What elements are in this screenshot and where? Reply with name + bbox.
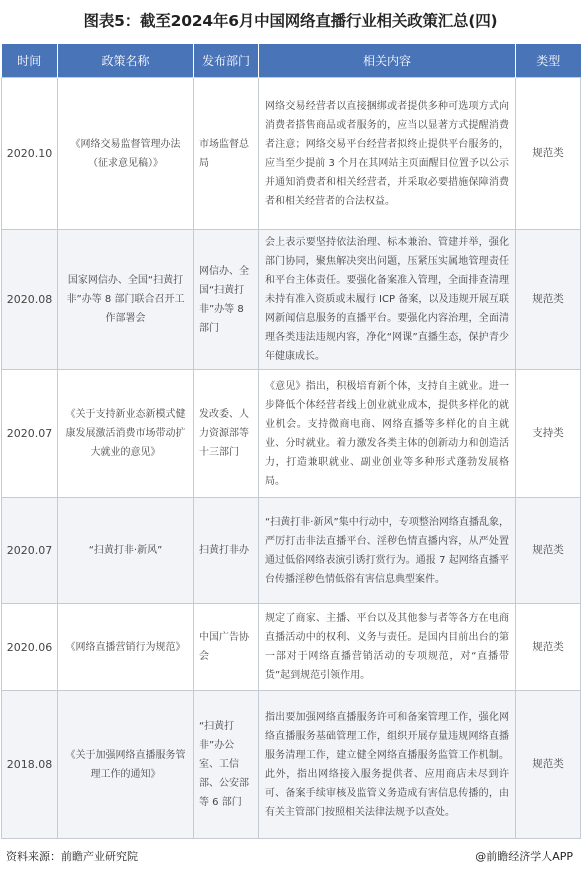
cell-time: 2020.07 bbox=[2, 498, 58, 604]
column-header-department: 发布部门 bbox=[194, 44, 259, 78]
table-row bbox=[2, 498, 581, 604]
cell-type: 规范类 bbox=[516, 78, 581, 230]
cell-department: “扫黄打非”办公室、工信部、公安部等 6 部门 bbox=[194, 691, 259, 839]
column-header-type: 类型 bbox=[516, 44, 581, 78]
cell-department: 扫黄打非办 bbox=[194, 498, 259, 604]
cell-time: 2020.06 bbox=[2, 604, 58, 691]
cell-policy-name: 《网络直播营销行为规范》 bbox=[58, 604, 194, 691]
cell-policy-name: 《网络交易监督管理办法（征求意见稿）》 bbox=[58, 78, 194, 230]
cell-type: 规范类 bbox=[516, 498, 581, 604]
credit-note: @前瞻经济学人APP bbox=[475, 850, 573, 863]
cell-type: 支持类 bbox=[516, 370, 581, 498]
table-header-row bbox=[2, 44, 581, 78]
table-row bbox=[2, 604, 581, 691]
cell-department: 市场监督总局 bbox=[194, 78, 259, 230]
column-header-policy-name: 政策名称 bbox=[58, 44, 194, 78]
table-row bbox=[2, 370, 581, 498]
cell-time: 2018.08 bbox=[2, 691, 58, 839]
cell-department: 发改委、人力资源部等十三部门 bbox=[194, 370, 259, 498]
table-row bbox=[2, 78, 581, 230]
cell-time: 2020.08 bbox=[2, 230, 58, 370]
cell-time: 2020.07 bbox=[2, 370, 58, 498]
cell-type: 规范类 bbox=[516, 604, 581, 691]
column-header-time: 时间 bbox=[2, 44, 58, 78]
cell-content: 规定了商家、主播、平台以及其他参与者等各方在电商直播活动中的权利、义务与责任。是国内目前出台的第一部对于网络直播营销活动的专项规范，对“直播带货”起到规范引领作用。 bbox=[259, 604, 516, 691]
source-note: 资料来源：前瞻产业研究院 bbox=[6, 850, 138, 863]
chart-title: 图表5：截至2024年6月中国网络直播行业相关政策汇总(四) bbox=[83, 12, 498, 30]
cell-content: 指出要加强网络直播服务许可和备案管理工作，强化网络直播服务基础管理工作，组织开展存量违规网络直播服务清理工作，建立健全网络直播服务监管工作机制。此外，指出网络接入服务提供者、应用商店未尽到许可、备案手续审核及监管义务造成有害信息传播的，由有关主管部门按照相关法律法规予以查处。 bbox=[259, 691, 516, 839]
cell-content: “扫黄打非·新风”集中行动中，专项整治网络直播乱象，严厉打击非法直播平台、淫秽色情直播内容，从严处置通过低俗网络表演引诱打赏行为。通报 7 起网络直播平台传播淫秽色情低俗有害信息典型案件。 bbox=[259, 498, 516, 604]
cell-policy-name: “扫黄打非·新风” bbox=[58, 498, 194, 604]
table-row bbox=[2, 230, 581, 370]
cell-department: 网信办、全国“扫黄打非”办等 8 部门 bbox=[194, 230, 259, 370]
cell-type: 规范类 bbox=[516, 691, 581, 839]
cell-policy-name: 《关于支持新业态新模式健康发展激活消费市场带动扩大就业的意见》 bbox=[58, 370, 194, 498]
cell-policy-name: 国家网信办、全国“扫黄打非”办等 8 部门联合召开工作部署会 bbox=[58, 230, 194, 370]
cell-content: 《意见》指出，积极培育新个体，支持自主就业。进一步降低个体经营者线上创业就业成本，提供多样化的就业机会。支持微商电商、网络直播等多样化的自主就业、分时就业。着力激发各类主体的创新动力和创造活力，打造兼职就业、副业创业等多种形式蓬勃发展格局。 bbox=[259, 370, 516, 498]
table-row bbox=[2, 691, 581, 839]
cell-department: 中国广告协会 bbox=[194, 604, 259, 691]
cell-time: 2020.10 bbox=[2, 78, 58, 230]
cell-content: 会上表示要坚持依法治理、标本兼治、管建并举，强化部门协同，聚焦解决突出问题，压紧压实属地管理责任和平台主体责任。要强化备案准入管理，全面排查清理未持有准入资质或未履行 ICP 备案，以及违规开展互联网新闻信息服务的直播平台。要强化内容治理，全面清理各类违法违规内容，净化“网课”直播生态，保护青少年健康成长。 bbox=[259, 230, 516, 370]
cell-policy-name: 《关于加强网络直播服务管理工作的通知》 bbox=[58, 691, 194, 839]
cell-content: 网络交易经营者以直接捆绑或者提供多种可选项方式向消费者搭售商品或者服务的，应当以显著方式提醒消费者注意；网络交易平台经营者拟终止提供平台服务的，应当至少提前 3 个月在其网站主页面醒目位置予以公示并通知消费者和相关经营者，并采取必要措施保障消费者和相关经营者的合法权益。 bbox=[259, 78, 516, 230]
policy-table bbox=[1, 44, 581, 839]
column-header-content: 相关内容 bbox=[259, 44, 516, 78]
cell-type: 规范类 bbox=[516, 230, 581, 370]
